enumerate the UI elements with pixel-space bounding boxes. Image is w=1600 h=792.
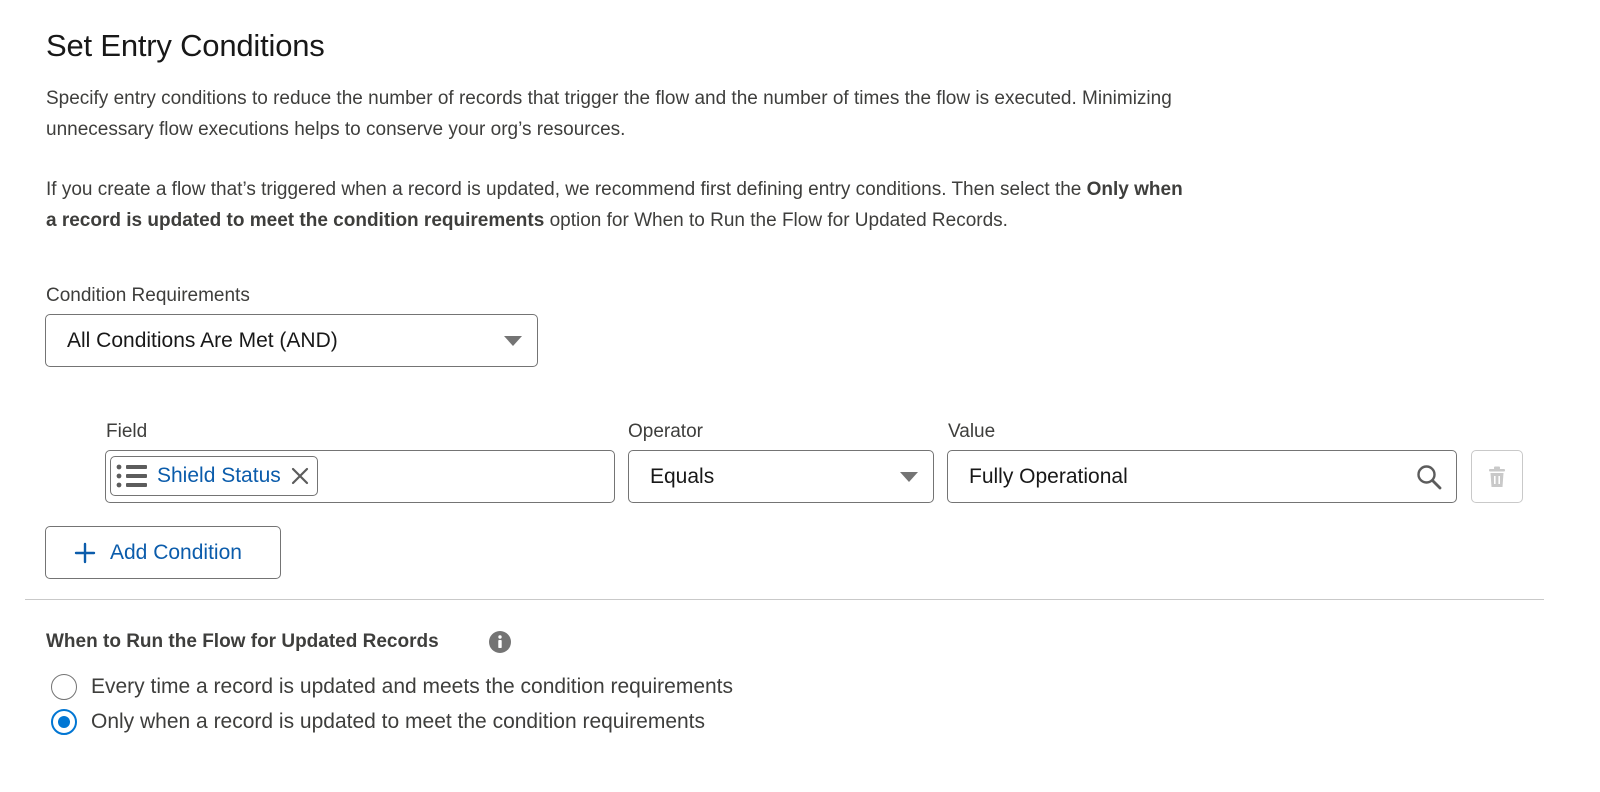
delete-condition-button[interactable]: [1471, 450, 1523, 503]
run-section-title: When to Run the Flow for Updated Records: [46, 631, 439, 652]
section-divider: [25, 599, 1544, 600]
value-text: Fully Operational: [969, 464, 1128, 488]
operator-value: Equals: [650, 464, 715, 488]
operator-label: Operator: [628, 421, 703, 442]
info-icon[interactable]: [489, 631, 511, 658]
page-title: Set Entry Conditions: [46, 28, 325, 63]
field-input[interactable]: [105, 450, 615, 503]
field-pill-label: Shield Status: [157, 464, 281, 487]
description-text: If you create a flow that’s triggered when a record is updated, we recommend first defining entry conditions. Then select the: [46, 179, 1087, 200]
condition-requirements-select[interactable]: [45, 314, 538, 367]
condition-requirements-label: Condition Requirements: [46, 285, 250, 306]
description-paragraph-1: Specify entry conditions to reduce the number of records that trigger the flow and the number of times the flow is executed. Minimizing unnecessary flow executions helps to conserve your org’s resources.: [46, 88, 1172, 140]
picklist-icon: [115, 462, 149, 490]
trash-icon: [1488, 466, 1506, 488]
chevron-down-icon: [900, 472, 918, 482]
search-icon[interactable]: [1416, 464, 1442, 496]
radio-option-only-when[interactable]: [51, 709, 705, 735]
add-condition-button[interactable]: [45, 526, 281, 579]
radio-option-label: Every time a record is updated and meets the condition requirements: [91, 675, 734, 698]
radio-button-selected[interactable]: [51, 709, 77, 735]
description-bold-text: Only when a record is updated to meet the condition requirements: [46, 179, 1183, 231]
add-condition-label: Add Condition: [110, 540, 242, 564]
close-icon[interactable]: [291, 467, 309, 485]
description-text-end: option for When to Run the Flow for Updated Records.: [544, 209, 1008, 231]
radio-button[interactable]: [51, 674, 77, 700]
chevron-down-icon: [504, 336, 522, 346]
field-pill[interactable]: [110, 456, 318, 496]
description-paragraph-2: [46, 175, 1186, 236]
field-label: Field: [106, 421, 148, 442]
operator-select[interactable]: [628, 450, 934, 503]
value-label: Value: [948, 421, 996, 442]
condition-requirements-value: All Conditions Are Met (AND): [67, 328, 338, 352]
radio-option-label: Only when a record is updated to meet the condition requirements: [91, 710, 706, 733]
value-input[interactable]: [947, 450, 1457, 503]
radio-option-every-time[interactable]: [51, 674, 733, 700]
plus-icon: [74, 542, 96, 564]
